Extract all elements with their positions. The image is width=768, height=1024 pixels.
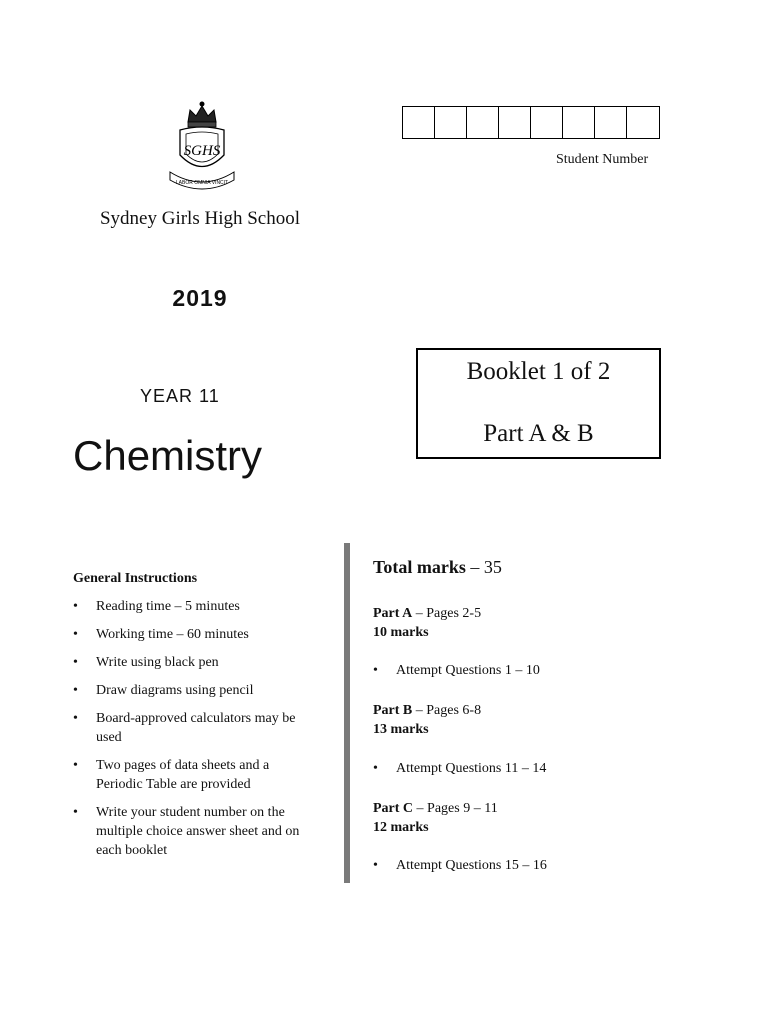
subject-title: Chemistry xyxy=(73,432,263,479)
booklet-parts: Part A & B xyxy=(483,420,594,447)
student-number-boxes xyxy=(402,106,660,139)
booklet-info-box xyxy=(416,348,661,459)
student-number-box[interactable] xyxy=(403,107,435,138)
part-b-attempt: • Attempt Questions 11 – 14 xyxy=(373,761,547,776)
student-number-box[interactable] xyxy=(435,107,467,138)
student-number-box[interactable] xyxy=(531,107,563,138)
part-b-info: Part B – Pages 6-8 13 marks xyxy=(373,703,482,737)
part-c-attempt: • Attempt Questions 15 – 16 xyxy=(373,858,547,873)
student-number-box[interactable] xyxy=(467,107,499,138)
bullet-icon: • xyxy=(73,758,78,773)
bullet-icon: • xyxy=(73,655,78,670)
part-a-attempt: • Attempt Questions 1 – 10 xyxy=(373,663,540,678)
student-number-box[interactable] xyxy=(627,107,659,138)
bullet-icon: • xyxy=(73,711,78,726)
general-instructions-list xyxy=(73,597,318,869)
exam-year: 2019 xyxy=(172,285,228,311)
student-number-label: Student Number xyxy=(556,152,649,167)
bullet-icon: • xyxy=(373,858,378,873)
student-number-box[interactable] xyxy=(563,107,595,138)
crest-motto: LABOR OMNIA VINCIT xyxy=(175,180,229,186)
bullet-icon: • xyxy=(73,683,78,698)
bullet-icon: • xyxy=(73,627,78,642)
total-marks: Total marks – 35 xyxy=(373,557,502,577)
list-item: • Draw diagrams using pencil xyxy=(73,683,254,698)
part-a-info: Part A – Pages 2-5 10 marks xyxy=(373,606,482,640)
list-item: • Write using black pen xyxy=(73,655,219,670)
booklet-number: Booklet 1 of 2 xyxy=(466,358,611,385)
year-level: YEAR 11 xyxy=(140,386,220,406)
list-item: • Reading time – 5 minutes xyxy=(73,599,240,614)
list-item: • Working time – 60 minutes xyxy=(73,627,249,642)
list-item: • Two pages of data sheets and a Periodic Table are provided xyxy=(73,758,270,792)
general-instructions-heading: General Instructions xyxy=(73,571,198,586)
school-crest-icon xyxy=(166,100,238,192)
student-number-box[interactable] xyxy=(499,107,531,138)
bullet-icon: • xyxy=(373,663,378,678)
vertical-divider xyxy=(344,543,350,883)
crest-monogram: SGHS xyxy=(183,143,221,159)
part-c-info: Part C – Pages 9 – 11 12 marks xyxy=(373,801,498,835)
list-item: • Write your student number on the multiple choice answer sheet and on each booklet xyxy=(73,805,300,858)
list-item: • Board-approved calculators may be used xyxy=(73,711,296,745)
bullet-icon: • xyxy=(373,761,378,776)
bullet-icon: • xyxy=(73,599,78,614)
bullet-icon: • xyxy=(73,805,78,820)
student-number-box[interactable] xyxy=(595,107,627,138)
school-name: Sydney Girls High School xyxy=(99,208,301,229)
